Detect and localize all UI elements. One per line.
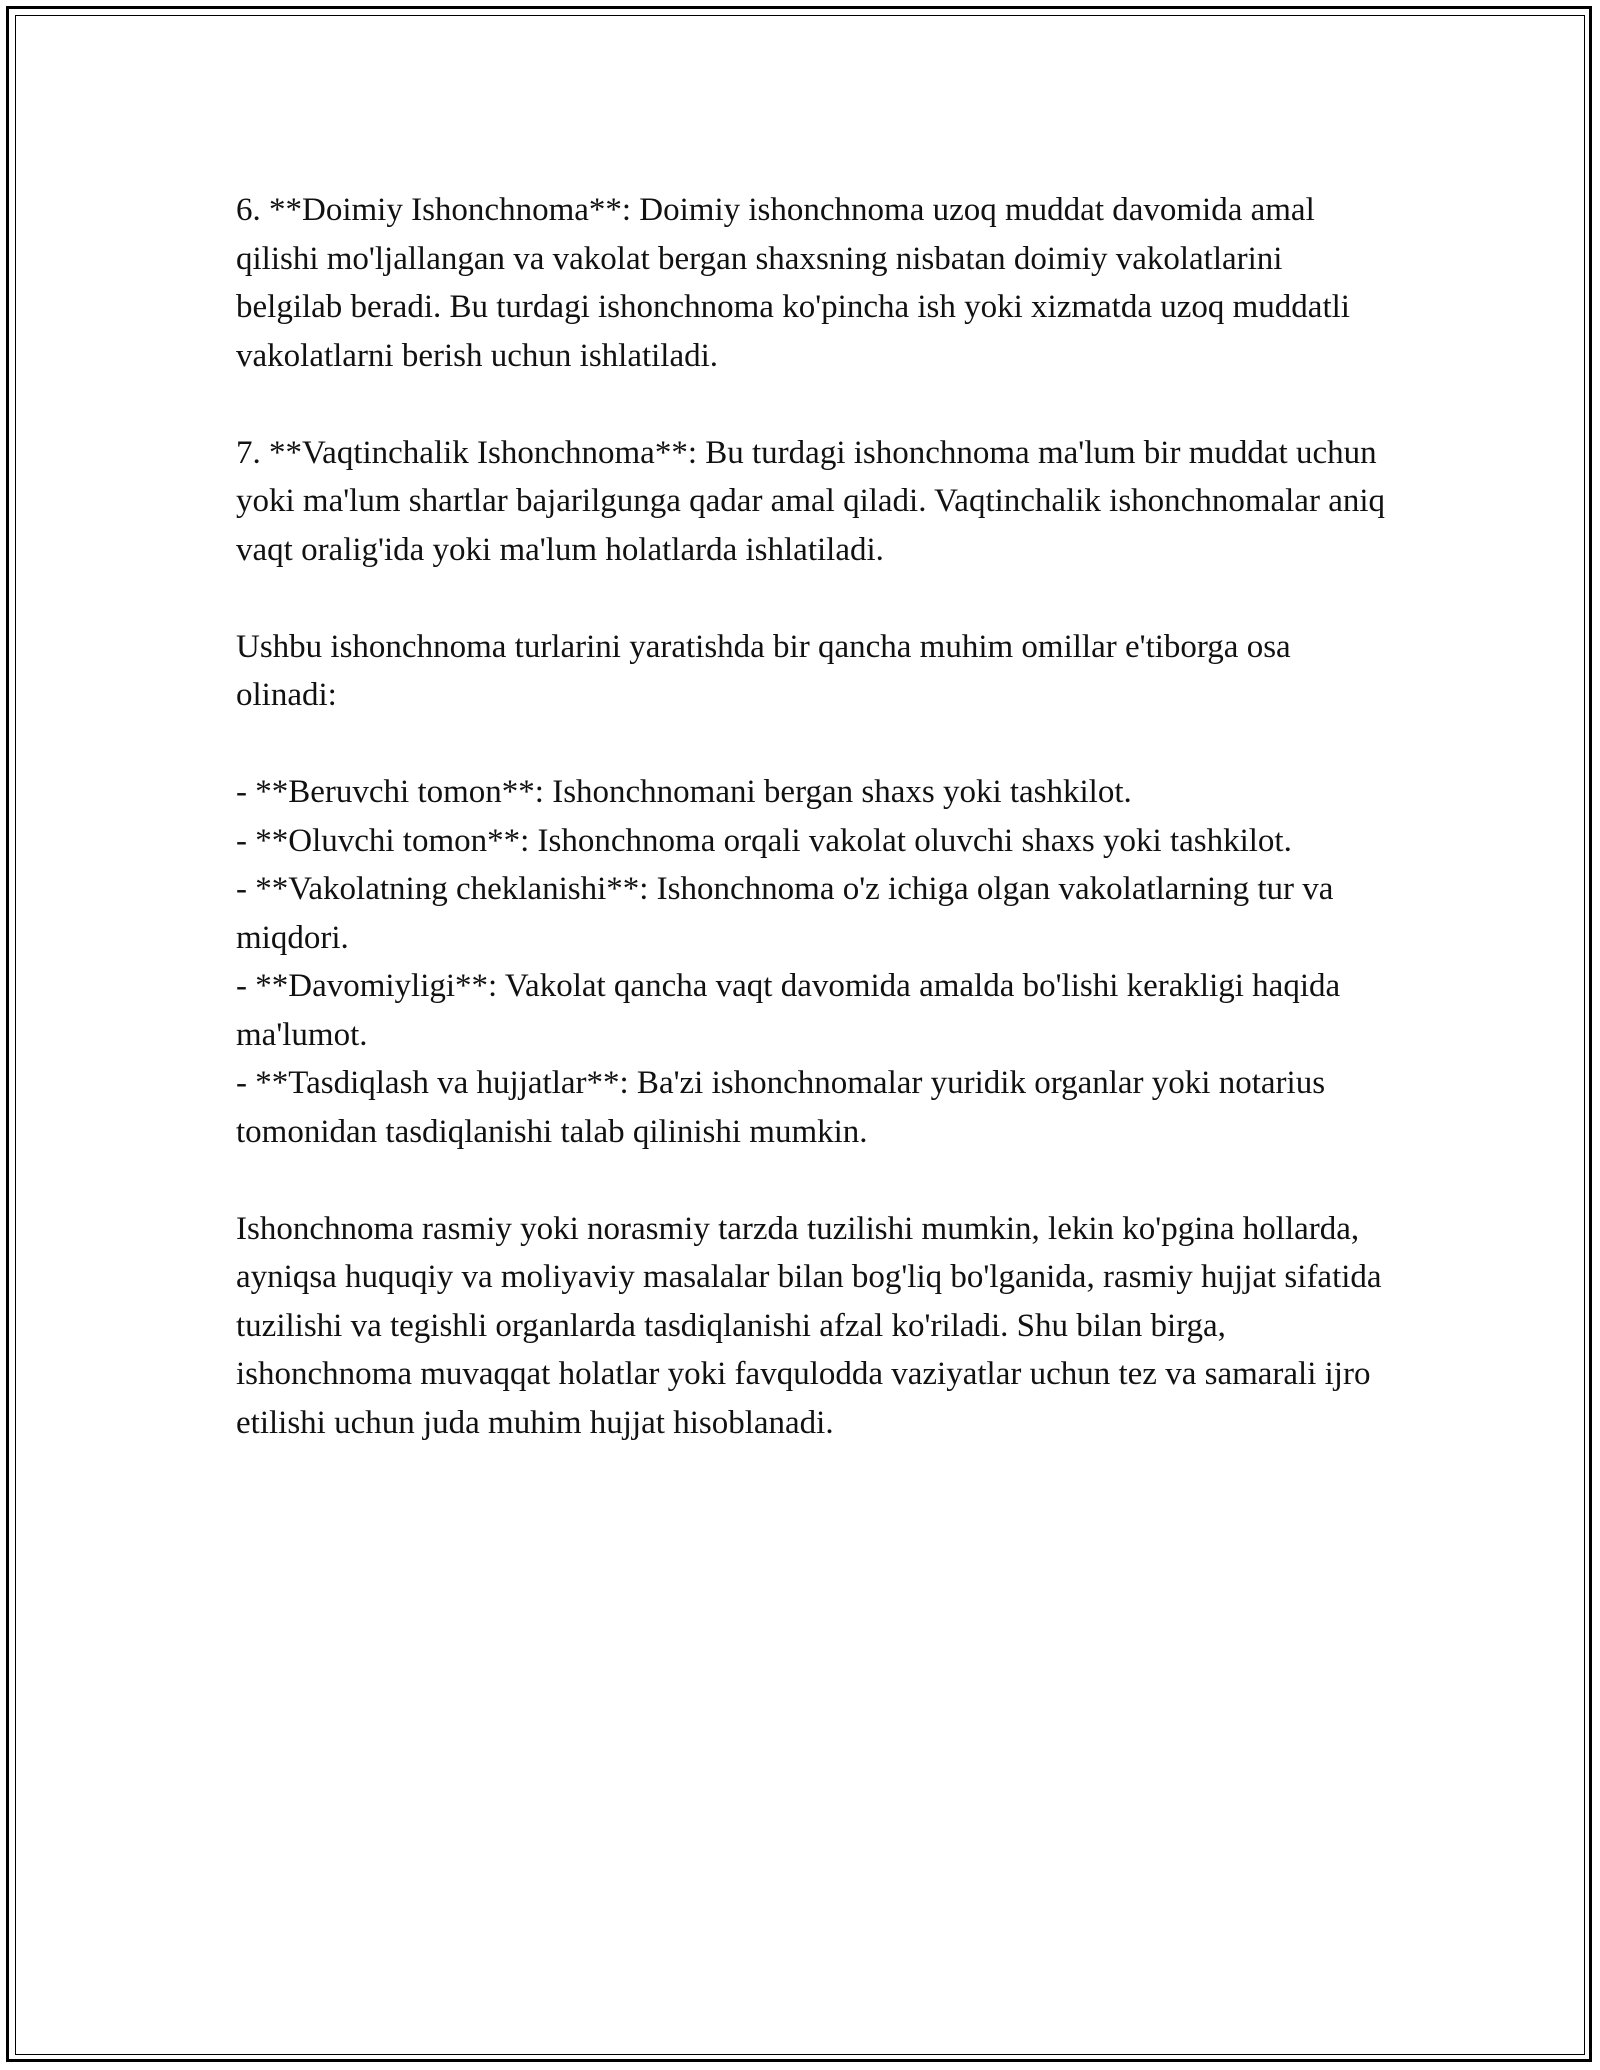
list-item-oluvchi-tomon: - **Oluvchi tomon**: Ishonchnoma orqali vakolat oluvchi shaxs yoki tashkilot. (236, 822, 1292, 859)
list-item-beruvchi-tomon: - **Beruvchi tomon**: Ishonchnomani bergan shaxs yoki tashkilot. (236, 774, 1132, 810)
list-item-tasdiqlash: - **Tasdiqlash va hujjatlar**: Ba'zi ishonchnomalar yuridik organlar yoki notarius tomonidan tasdiqlanishi talab qilinishi mumkin. (236, 1065, 1326, 1150)
factors-list (236, 768, 1386, 1156)
paragraph-closing: Ishonchnoma rasmiy yoki norasmiy tarzda tuzilishi mumkin, lekin ko'pgina hollarda, ayniqsa huquqiy va moliyaviy masalalar bilan bog'liq bo'lganida, rasmiy hujjat sifatida tuzilishi va tegishli organlarda tasdiqlanishi afzal ko'riladi. Shu bilan birga, ishonchnoma muvaqqat holatlar yoki favqulodda vaziyatlar uchun tez va samarali ijro etilishi uchun juda muhim hujjat hisoblanadi. (236, 1210, 1382, 1441)
paragraph-omillar-intro: Ushbu ishonchnoma turlarini yaratishda bir qancha muhim omillar e'tiborga osa olinadi: (236, 628, 1291, 713)
list-item-vakolat-cheklanishi: - **Vakolatning cheklanishi**: Ishonchnoma o'z ichiga olgan vakolatlarning tur va miqdori. (236, 871, 1334, 956)
document-body (236, 186, 1386, 1496)
list-item-davomiyligi: - **Davomiyligi**: Vakolat qancha vaqt davomida amalda bo'lishi kerakligi haqida ma'lumot. (236, 968, 1341, 1053)
paragraph-vaqtinchalik-ishonchnoma: 7. **Vaqtinchalik Ishonchnoma**: Bu turdagi ishonchnoma ma'lum bir muddat uchun yoki ma'lum shartlar bajarilgunga qadar amal qiladi. Vaqtinchalik ishonchnomalar aniq vaqt oralig'ida yoki ma'lum holatlarda ishlatiladi. (236, 434, 1386, 568)
paragraph-doimiy-ishonchnoma: 6. **Doimiy Ishonchnoma**: Doimiy ishonchnoma uzoq muddat davomida amal qilishi mo'ljallangan va vakolat bergan shaxsning nisbatan doimiy vakolatlarini belgilab beradi. Bu turdagi ishonchnoma ko'pincha ish yoki xizmatda uzoq muddatli vakolatlarni berish uchun ishlatiladi. (236, 192, 1350, 374)
